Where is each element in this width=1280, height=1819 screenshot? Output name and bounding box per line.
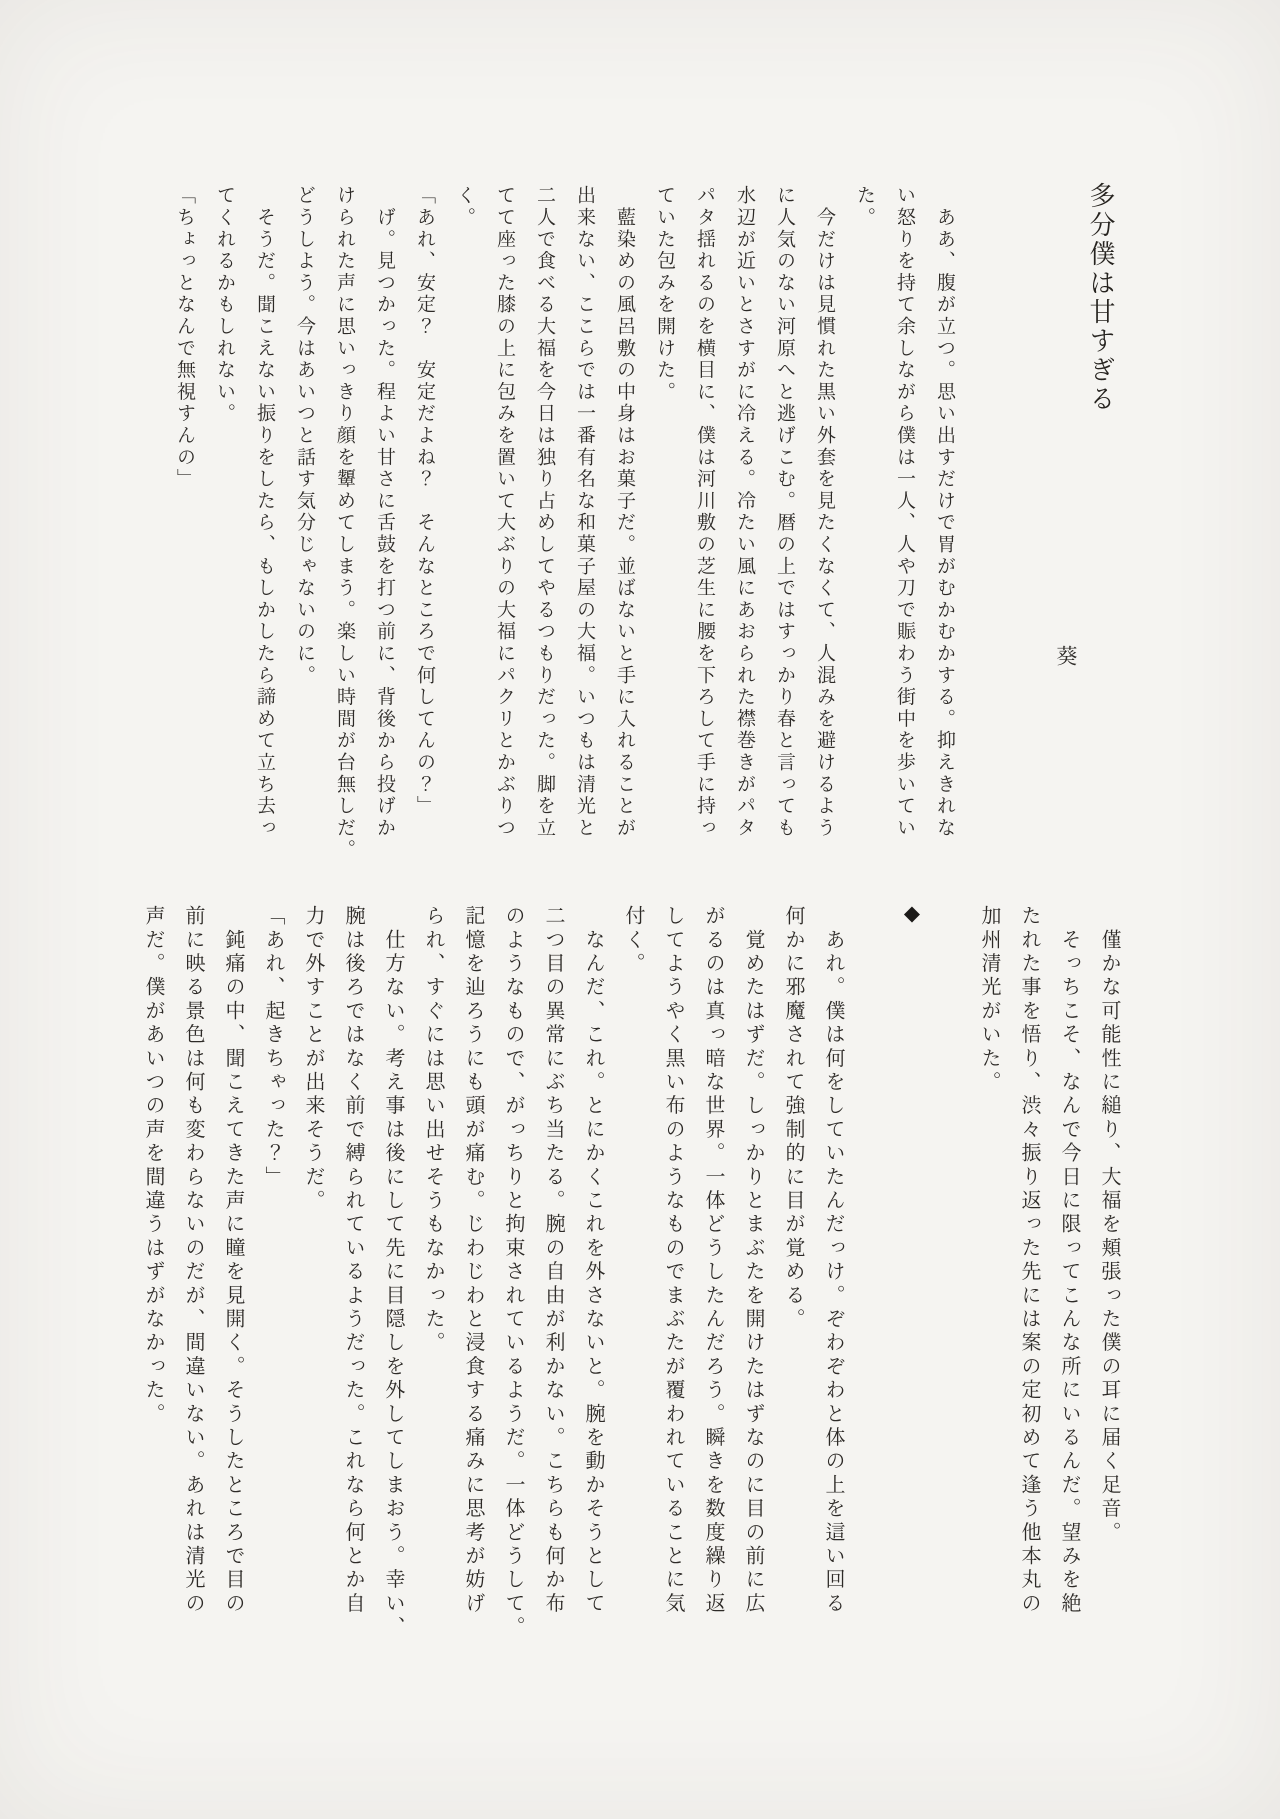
text-column: 腕は後ろではなく前で縛られているようだった。これなら何とか自 [342,905,366,1616]
text-column: ああ、腹が立つ。思い出すだけで胃がむかむかする。抑えきれな [934,185,956,839]
text-column: られ、すぐには思い出せそうもなかった。 [422,905,446,1356]
text-column: 覚めたはずだ。しっかりとまぶたを開けたはずなのに目の前に広 [742,905,766,1616]
story-section-1 [165,185,965,877]
text-column: どうしよう。今はあいつと話す気分じゃないのに。 [294,185,316,687]
text-column: がるのは真っ暗な世界。一体どうしたんだろう。瞬きを数度繰り返 [702,905,726,1616]
text-column: けられた声に思いっきり顔を顰めてしまう。楽しい時間が台無しだ。 [334,185,356,861]
text-column: そうだ。聞こえない振りをしたら、もしかしたら諦めて立ち去っ [254,185,276,839]
text-column: 何かに邪魔されて強制的に目が覚める。 [782,905,806,1332]
text-column: てくれるかもしれない。 [214,185,236,425]
text-column: 僅かな可能性に縋り、大福を頬張った僕の耳に届く足音。 [1098,905,1122,1545]
text-column: 力で外すことが出来そうだ。 [302,905,326,1214]
text-column: 今だけは見慣れた黒い外套を見たくなくて、人混みを避けるよう [814,185,836,839]
text-column: 仕方ない。考え事は後にして先に目隠しを外してしまおう。幸い、 [382,905,406,1640]
text-column: たれた事を悟り、渋々振り返った先には案の定初めて逢う他本丸の [1018,905,1042,1616]
story-section-2 [134,901,1130,1661]
text-column: 付く。 [622,905,646,977]
text-column: そっちこそ、なんで今日に限ってこんな所にいるんだ。望みを絶 [1058,905,1082,1616]
author-name: 葵 [1054,645,1078,668]
section-divider [892,901,932,1661]
text-column: い怒りを持て余しながら僕は一人、人や刀で賑わう街中を歩いてい [894,185,916,839]
text-column: 「あれ、安定？ 安定だよね？ そんなところで何してんの？」 [414,185,436,818]
text-column: 前に映る景色は何も変わらないのだが、間違いない。あれは清光の [182,905,206,1616]
text-column: 鈍痛の中、聞こえてきた声に瞳を見開く。そうしたところで目の [222,905,246,1616]
text-column: 出来ない、ここらでは一番有名な和菓子屋の大福。いつもは清光と [574,185,596,839]
text-column: 声だ。僕があいつの声を間違うはずがなかった。 [142,905,166,1427]
text-column: に人気のない河原へと逃げこむ。暦の上ではすっかり春と言っても [774,185,796,839]
text-column: のようなもので、がっちりと拘束されているようだ。一体どうして。 [502,905,526,1640]
text-column: 「あれ、起きちゃった？」 [262,905,286,1190]
text-column: ていた包みを開けた。 [654,185,676,403]
text-column: た。 [854,185,876,229]
text-column: 加州清光がいた。 [978,905,1002,1095]
text-column: 二つ目の異常にぶち当たる。腕の自由が利かない。こちらも何か布 [542,905,566,1616]
text-column: パタ揺れるのを横目に、僕は河川敷の芝生に腰を下ろして手に持っ [694,185,716,839]
text-column: してようやく黒い布のようなものでまぶたが覆われていることに気 [662,905,686,1616]
text-column: 水辺が近いとさすがに冷える。冷たい風にあおられた襟巻きがパタ [734,185,756,839]
diamond-icon: ◆ [900,901,924,925]
text-column: 藍染めの風呂敷の中身はお菓子だ。並ばないと手に入れることが [614,185,636,839]
text-column: てて座った膝の上に包みを置いて大ぶりの大福にパクリとかぶりつ [494,185,516,839]
text-column: あれ。僕は何をしていたんだっけ。ぞわぞわと体の上を這い回る [822,905,846,1616]
text-column: 記憶を辿ろうにも頭が痛む。じわじわと浸食する痛みに思考が妨げ [462,905,486,1616]
text-column: 二人で食べる大福を今日は独り占めしてやるつもりだった。脚を立 [534,185,556,839]
text-column: 「ちょっとなんで無視すんの」 [174,185,196,491]
text-column: なんだ、これ。とにかくこれを外さないと。腕を動かそうとして [582,905,606,1616]
page-title: 多分僕は甘すぎる [1085,182,1115,414]
text-column: く。 [454,185,476,229]
text-column: げ。見つかった。程よい甘さに舌鼓を打つ前に、背後から投げか [374,185,396,839]
